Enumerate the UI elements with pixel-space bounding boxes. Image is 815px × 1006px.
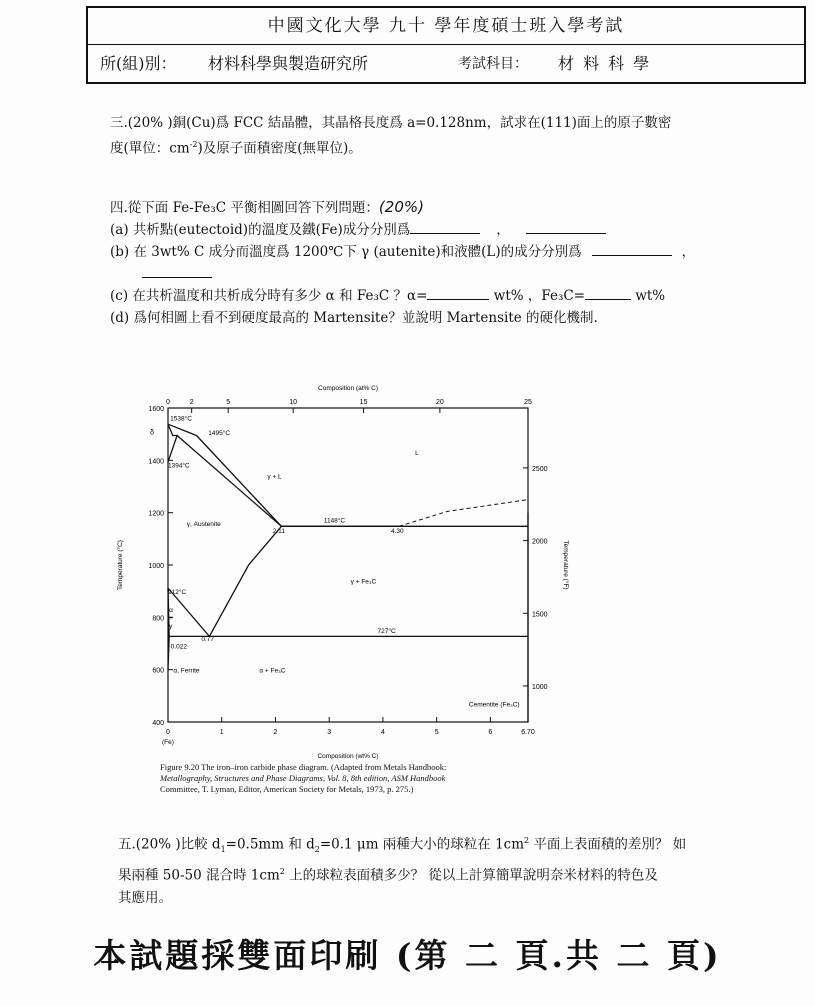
q5-l1-mid: =0.5mm 和 d xyxy=(225,836,315,853)
x-tick-label: 4 xyxy=(380,729,385,736)
annotation: γ, Austenite xyxy=(186,520,221,528)
phase-boundary-delta-region xyxy=(168,424,177,462)
q4-intro: 四.從下面 Fe-Fe₃C 平衡相圖回答下列問題： xyxy=(110,200,379,216)
top-tick-label: 5 xyxy=(226,399,231,406)
q4-intro-line xyxy=(110,196,790,219)
q4-a-separator: ， xyxy=(496,222,510,238)
y-tick-label: 1200 xyxy=(148,510,164,518)
q4-c-post: wt% xyxy=(631,288,666,304)
annotation: Cementite (Fe₃C) xyxy=(468,701,520,709)
y-axis-label: Temperature (°C) xyxy=(117,540,124,590)
x-origin-label: (Fe) xyxy=(162,739,174,746)
x-tick-label: 2 xyxy=(273,729,278,736)
x-tick-label: 0 xyxy=(166,729,170,736)
figure-caption xyxy=(160,762,580,795)
x-tick-label: 6.70 xyxy=(521,729,535,736)
q4-c-pre: (c) 在共析溫度和共析成分時有多少 α 和 Fe₃C ？α= xyxy=(110,288,428,304)
right-tick-label: 2000 xyxy=(532,538,548,546)
exam-header xyxy=(86,6,806,84)
exam-title: 中國文化大學 九十 學年度碩士班入學考試 xyxy=(88,8,804,45)
x-axis-label: Composition (wt% C) xyxy=(317,753,379,760)
q5-l1-post: 平面上表面積的差別？ 如 xyxy=(529,836,687,853)
q5-l1-mid2: =0.1 μm 兩種大小的球粒在 1cm xyxy=(319,836,525,853)
q5-sup2: 2 xyxy=(279,867,285,877)
top-tick-label: 20 xyxy=(435,399,444,406)
chart-title: Composition (at% C) xyxy=(318,385,378,392)
annotation: + xyxy=(169,614,173,622)
right-tick-label: 2500 xyxy=(532,465,548,473)
q4-a-blank-1 xyxy=(410,220,480,235)
x-tick-label: 6 xyxy=(488,729,493,736)
q4-b xyxy=(110,241,790,263)
annotation: α xyxy=(169,607,173,615)
y-tick-label: 1000 xyxy=(148,563,164,570)
y-tick-label: 1600 xyxy=(148,406,164,413)
phase-diagram-chart xyxy=(106,370,569,810)
phase-boundary-acm xyxy=(209,526,281,636)
y-tick-label: 1400 xyxy=(148,458,164,466)
q5-sub2: 2 xyxy=(314,845,320,855)
annotation: 2.11 xyxy=(272,528,285,536)
annotation: 0.77 xyxy=(201,635,214,643)
phase-boundary-liquidus-left xyxy=(197,436,400,527)
q3-line2-pre: 度(單位：cm xyxy=(110,140,190,157)
q4-a-blank-2 xyxy=(526,220,606,235)
dept-value: 材料科學與製造研究所 xyxy=(208,54,369,73)
q4-c-mid: wt% ，Fe₃C= xyxy=(489,288,586,304)
q4-b-blank-2 xyxy=(142,264,212,279)
annotation: 1538°C xyxy=(170,415,192,423)
x-tick-label: 3 xyxy=(327,729,332,736)
q4-d: (d) 爲何相圖上看不到硬度最高的 Martensite？並說明 Martensite 的硬化機制. xyxy=(110,310,598,326)
q3-line2 xyxy=(110,134,770,160)
q5-line2 xyxy=(118,861,778,887)
annotation: γ + L xyxy=(267,473,282,481)
annotation: γ + Fe₃C xyxy=(350,578,377,586)
annotation: 727°C xyxy=(377,628,396,636)
y-tick-label: 400 xyxy=(152,720,164,727)
q5-l2-post: 上的球粒表面積多少？ 從以上計算簡單說明奈米材料的特色及 xyxy=(284,867,658,884)
exam-info-row xyxy=(88,45,804,83)
q3-line2-post: )及原子面積密度(無單位)。 xyxy=(197,140,362,157)
right-tick-label: 1000 xyxy=(532,683,548,691)
q4-c-blank-fe3c xyxy=(585,286,631,301)
x-tick-label: 1 xyxy=(219,729,224,736)
plot-frame xyxy=(168,408,528,722)
dept-label: 所(組)別： xyxy=(100,54,177,73)
top-tick-label: 25 xyxy=(524,399,532,406)
y-delta-label: δ xyxy=(150,429,154,437)
top-tick-label: 15 xyxy=(359,399,368,406)
q4-a-text: (a) 共析點(eutectoid)的溫度及鐵(Fe)成分分別爲 xyxy=(110,222,411,238)
annotation: 0.022 xyxy=(170,643,187,651)
caption-line-3: Committee, T. Lyman, Editor, American Society for Metals, 1973, p. 275.) xyxy=(160,784,414,794)
question-4 xyxy=(110,196,790,329)
phase-diagram-figure xyxy=(106,370,569,810)
dashed-boundary-cementite-liquidus xyxy=(399,500,528,527)
q4-b-text: (b) 在 3wt% C 成分而溫度爲 1200℃下 γ (autenite)和液體(L)的成分分別爲 xyxy=(110,244,582,260)
q4-b-separator: ， xyxy=(681,244,696,260)
x-tick-label: 5 xyxy=(434,729,439,736)
annotation: γ xyxy=(169,622,173,630)
q4-c xyxy=(110,285,790,307)
top-tick-label: 2 xyxy=(189,399,194,406)
top-tick-label: 0 xyxy=(166,399,170,406)
annotation: 912°C xyxy=(168,588,187,596)
y-axis-right-label: Temperature (°F) xyxy=(562,540,569,590)
caption-line-1: Figure 9.20 The iron–iron carbide phase diagram. (Adapted from Metals Handbook: xyxy=(160,762,447,772)
question-5 xyxy=(118,830,778,909)
q4-b-cont xyxy=(110,263,790,285)
annotation: 1394°C xyxy=(168,462,190,470)
q5-sup1: 2 xyxy=(524,836,530,845)
question-3 xyxy=(110,112,770,160)
caption-line-2: Metallography, Structures and Phase Diagrams, Vol. 8, 8th edition, ASM Handbook xyxy=(160,773,446,783)
q3-line1: 三.(20% )銅(Cu)爲 FCC 結晶體，其晶格長度爲 a=0.128nm，試求在(111)面上的原子數密 xyxy=(110,115,672,131)
q5-sub1: 1 xyxy=(220,845,226,855)
top-tick-label: 10 xyxy=(289,399,298,406)
q5-l1-pre: 五.(20% )比較 d xyxy=(118,836,221,853)
annotation: 1495°C xyxy=(208,429,231,437)
subject-value: 材 料 科 學 xyxy=(558,54,652,73)
annotation: 4.30 xyxy=(390,528,404,536)
annotation: α, Ferrite xyxy=(173,667,200,675)
q5-line3: 其應用。 xyxy=(118,889,172,906)
q4-b-blank-1 xyxy=(592,242,672,257)
annotation: α + Fe₃C xyxy=(259,667,286,675)
annotation: L xyxy=(415,450,419,458)
y-tick-label: 800 xyxy=(152,615,164,623)
subject-label: 考試科目： xyxy=(458,56,528,72)
phase-boundary-solidus xyxy=(177,436,281,527)
q3-superscript: -2 xyxy=(189,140,198,149)
y-tick-label: 600 xyxy=(152,667,164,675)
footer-notice: 本試題採雙面印刷 (第 二 頁.共 二 頁) xyxy=(93,936,722,975)
q4-c-blank-alpha xyxy=(427,286,489,301)
q5-l2-pre: 果兩種 50-50 混合時 1cm xyxy=(118,867,280,884)
handwritten-score: (20%) xyxy=(378,198,424,216)
right-tick-label: 1500 xyxy=(532,611,548,619)
q5-line1 xyxy=(118,830,778,861)
annotation: 1148°C xyxy=(323,517,346,525)
q4-a xyxy=(110,219,790,241)
